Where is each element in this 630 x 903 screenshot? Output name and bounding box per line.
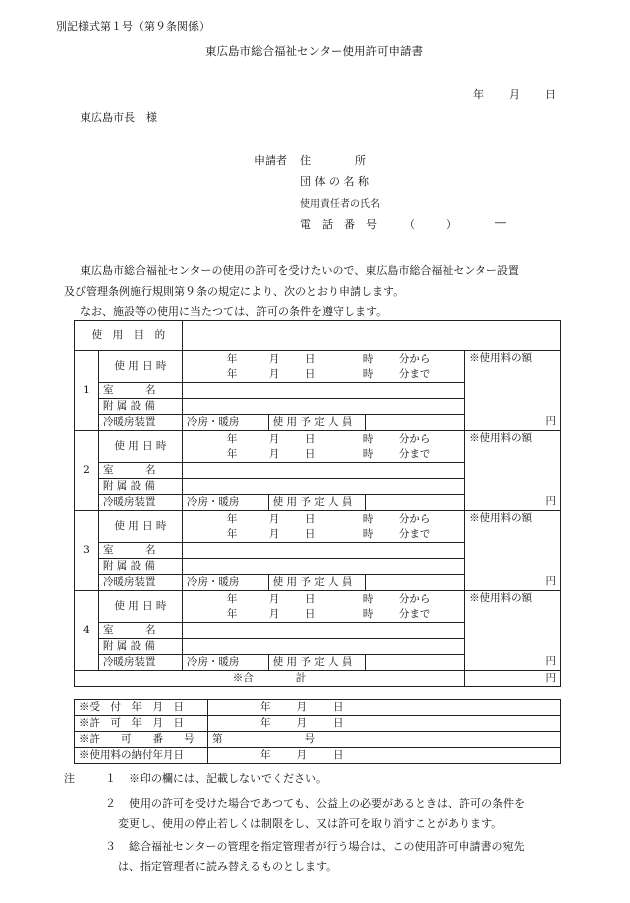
- addressee: 東広島市長 様: [80, 111, 157, 124]
- phone-close-paren: ）: [446, 218, 457, 231]
- payment-year: 年: [259, 749, 271, 761]
- aircon-label: 冷暖房装置: [98, 575, 182, 591]
- people-field[interactable]: [365, 575, 464, 591]
- notes-label: 注: [64, 772, 75, 785]
- equipment-field[interactable]: [182, 639, 464, 655]
- month-from: 月: [268, 432, 280, 445]
- purpose-field[interactable]: [182, 321, 560, 351]
- fee-cell[interactable]: [465, 351, 561, 431]
- room-field[interactable]: [182, 463, 464, 479]
- total-label: ※合 計: [75, 671, 465, 687]
- note-3-text-a: 総合福祉センターの管理を指定管理者が行う場合は、この使用許可申請書の宛先: [129, 840, 525, 853]
- year-from: 年: [226, 512, 238, 525]
- day-from: 日: [304, 432, 316, 445]
- month-until: 月: [268, 447, 280, 460]
- fee-yen: 円: [545, 655, 556, 667]
- minute-until: 分まで: [398, 367, 431, 380]
- day-until: 日: [304, 447, 316, 460]
- day-until: 日: [304, 527, 316, 540]
- total-section: [75, 671, 561, 687]
- datetime-label: 使 用 日 時: [98, 351, 182, 383]
- date-year: 年: [473, 88, 484, 101]
- datetime-field[interactable]: [182, 431, 464, 463]
- date-month: 月: [509, 88, 520, 101]
- year-from: 年: [226, 432, 238, 445]
- note-2-text-a: 使用の許可を受けた場合であつても、公益上の必要があるときは、許可の条件を: [129, 797, 525, 810]
- permit-date-field[interactable]: [207, 716, 560, 732]
- phone-label: 電 話 番 号: [300, 218, 377, 231]
- hour-from: 時: [362, 512, 374, 525]
- equipment-label: 附 属 設 備: [98, 399, 182, 415]
- usage-block: [75, 511, 561, 591]
- equipment-field[interactable]: [182, 399, 464, 415]
- fee-yen: 円: [545, 575, 556, 587]
- people-label: 使 用 予 定 人 員: [268, 495, 365, 511]
- people-field[interactable]: [365, 495, 464, 511]
- equipment-label: 附 属 設 備: [98, 479, 182, 495]
- year-until: 年: [226, 607, 238, 620]
- month-from: 月: [268, 512, 280, 525]
- year-from: 年: [226, 352, 238, 365]
- applicant-address-label: 住 所: [300, 154, 366, 167]
- hour-until: 時: [362, 367, 374, 380]
- minute-until: 分まで: [398, 447, 431, 460]
- month-until: 月: [268, 367, 280, 380]
- permit-no-prefix: 第: [211, 733, 223, 745]
- received-day: 日: [332, 701, 344, 713]
- people-label: 使 用 予 定 人 員: [268, 655, 365, 671]
- people-label: 使 用 予 定 人 員: [268, 415, 365, 431]
- fee-yen: 円: [545, 415, 556, 427]
- minute-from: 分から: [398, 432, 431, 445]
- payment-date-field[interactable]: [207, 748, 560, 764]
- fee-label: ※使用料の額: [469, 512, 533, 524]
- datetime-field[interactable]: [182, 591, 464, 623]
- hour-from: 時: [362, 432, 374, 445]
- fee-label: ※使用料の額: [469, 592, 533, 604]
- year-until: 年: [226, 447, 238, 460]
- office-table: [74, 699, 561, 764]
- phone-open-paren: （: [404, 218, 415, 231]
- permit-number-field[interactable]: [207, 732, 560, 748]
- document-title: 東広島市総合福祉センター使用許可申請書: [205, 44, 424, 58]
- day-from: 日: [304, 592, 316, 605]
- permit-number-label: ※許 可 番 号: [75, 732, 208, 748]
- month-from: 月: [268, 352, 280, 365]
- datetime-label: 使 用 日 時: [98, 431, 182, 463]
- equipment-label: 附 属 設 備: [98, 639, 182, 655]
- form-number: 別記様式第１号（第９条関係）: [56, 20, 210, 33]
- equipment-field[interactable]: [182, 479, 464, 495]
- total-yen[interactable]: 円: [465, 671, 561, 687]
- datetime-label: 使 用 日 時: [98, 591, 182, 623]
- hour-until: 時: [362, 447, 374, 460]
- body-line-2: 及び管理条例施行規則第９条の規定により、次のとおり申請します。: [64, 285, 405, 298]
- responsible-name-label: 使用責任者の氏名: [300, 199, 380, 210]
- minute-from: 分から: [398, 512, 431, 525]
- payment-month: 月: [296, 749, 307, 761]
- minute-from: 分から: [398, 352, 431, 365]
- minute-from: 分から: [398, 592, 431, 605]
- year-until: 年: [226, 527, 238, 540]
- permit-year: 年: [259, 717, 271, 729]
- aircon-label: 冷暖房装置: [98, 415, 182, 431]
- block-number: 4: [75, 591, 99, 671]
- note-2-number: ２: [105, 797, 116, 810]
- people-field[interactable]: [365, 415, 464, 431]
- day-from: 日: [304, 352, 316, 365]
- equipment-label: 附 属 設 備: [98, 559, 182, 575]
- phone-dash: ―: [495, 216, 506, 229]
- room-field[interactable]: [182, 623, 464, 639]
- people-label: 使 用 予 定 人 員: [268, 575, 365, 591]
- hour-from: 時: [362, 352, 374, 365]
- minute-until: 分まで: [398, 607, 431, 620]
- month-until: 月: [268, 527, 280, 540]
- usage-block: [75, 431, 561, 511]
- body-line-1: 東広島市総合福祉センターの使用の許可を受けたいので、東広島市総合福祉センター設置: [80, 264, 519, 277]
- fee-yen: 円: [545, 495, 556, 507]
- block-number: 2: [75, 431, 99, 511]
- permit-day: 日: [332, 717, 344, 729]
- room-field[interactable]: [182, 543, 464, 559]
- date-day: 日: [545, 88, 556, 101]
- note-1-number: １: [105, 772, 116, 785]
- hour-until: 時: [362, 527, 374, 540]
- note-3-text-b: は、指定管理者に読み替えるものとします。: [118, 860, 338, 873]
- received-year: 年: [259, 701, 271, 713]
- room-label: 室 名: [98, 623, 182, 639]
- datetime-field[interactable]: [182, 351, 464, 383]
- payment-date-label: ※使用料の納付年月日: [75, 748, 208, 764]
- note-1-text: ※印の欄には、記載しないでください。: [129, 772, 327, 785]
- usage-block: [75, 351, 561, 431]
- room-field[interactable]: [182, 383, 464, 399]
- permit-date-label: ※許 可 年 月 日: [75, 716, 208, 732]
- hour-until: 時: [362, 607, 374, 620]
- fee-cell[interactable]: [465, 591, 561, 671]
- year-until: 年: [226, 367, 238, 380]
- purpose-label: 使 用 目 的: [75, 321, 183, 351]
- note-2-text-b: 変更し、使用の停止若しくは制限をし、又は許可を取り消すことがあります。: [118, 817, 503, 830]
- equipment-field[interactable]: [182, 559, 464, 575]
- received-label: ※受 付 年 月 日: [75, 700, 208, 716]
- datetime-field[interactable]: [182, 511, 464, 543]
- body-line-3: なお、施設等の使用に当たつては、許可の条件を遵守します。: [80, 305, 388, 318]
- received-field[interactable]: [207, 700, 560, 716]
- people-field[interactable]: [365, 655, 464, 671]
- aircon-value[interactable]: 冷房・暖房: [182, 415, 268, 431]
- room-label: 室 名: [98, 383, 182, 399]
- year-from: 年: [226, 592, 238, 605]
- fee-cell[interactable]: [465, 511, 561, 591]
- aircon-value[interactable]: 冷房・暖房: [182, 495, 268, 511]
- month-from: 月: [268, 592, 280, 605]
- day-until: 日: [304, 607, 316, 620]
- month-until: 月: [268, 607, 280, 620]
- permit-month: 月: [296, 717, 307, 729]
- usage-table: [74, 320, 561, 687]
- aircon-label: 冷暖房装置: [98, 655, 182, 671]
- payment-day: 日: [332, 749, 344, 761]
- fee-label: ※使用料の額: [469, 432, 533, 444]
- datetime-label: 使 用 日 時: [98, 511, 182, 543]
- note-3-number: ３: [105, 840, 116, 853]
- hour-from: 時: [362, 592, 374, 605]
- room-label: 室 名: [98, 463, 182, 479]
- group-name-label: 団 体 の 名 称: [300, 175, 369, 188]
- minute-until: 分まで: [398, 527, 431, 540]
- aircon-value[interactable]: 冷房・暖房: [182, 655, 268, 671]
- fee-cell[interactable]: [465, 431, 561, 511]
- aircon-label: 冷暖房装置: [98, 495, 182, 511]
- permit-no-suffix: 号: [304, 733, 315, 745]
- block-number: 3: [75, 511, 99, 591]
- fee-label: ※使用料の額: [469, 352, 533, 364]
- usage-block: [75, 591, 561, 671]
- day-until: 日: [304, 367, 316, 380]
- received-month: 月: [296, 701, 307, 713]
- block-number: 1: [75, 351, 99, 431]
- aircon-value[interactable]: 冷房・暖房: [182, 575, 268, 591]
- room-label: 室 名: [98, 543, 182, 559]
- applicant-label: 申請者: [254, 154, 287, 167]
- day-from: 日: [304, 512, 316, 525]
